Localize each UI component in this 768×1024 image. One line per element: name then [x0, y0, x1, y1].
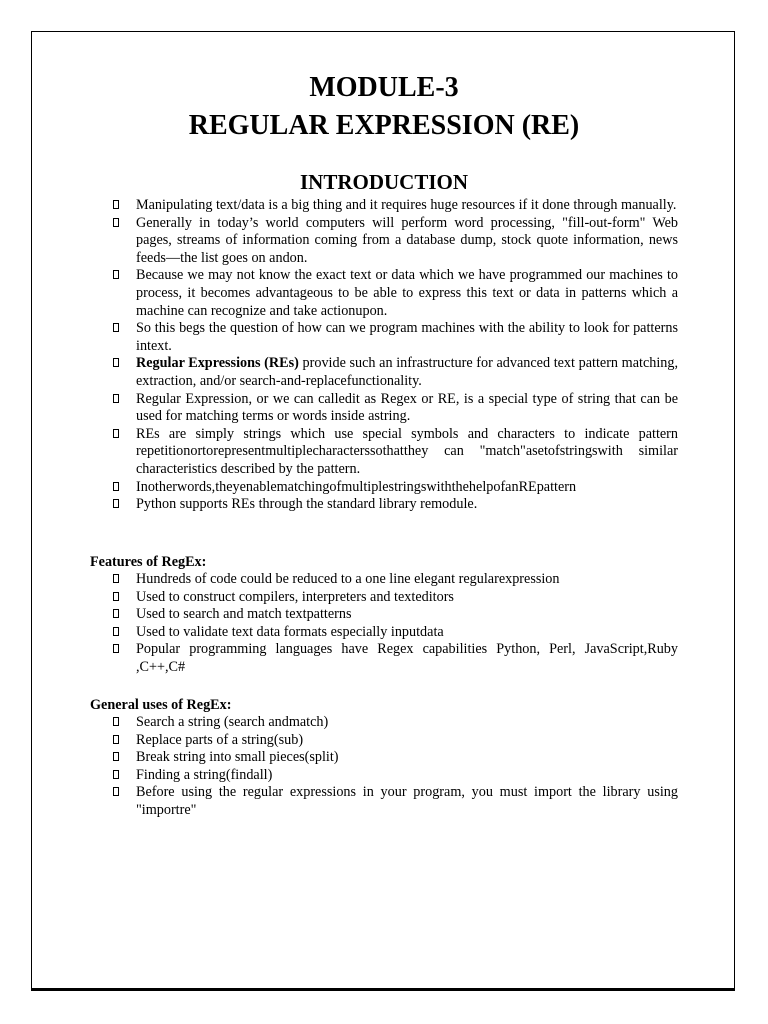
- item-text: Inotherwords,theyenablematchingofmultiplestringswiththehelpofanREpattern: [136, 478, 577, 495]
- list-item: [113, 732, 678, 750]
- bullet-icon: [113, 270, 119, 279]
- item-text: Generally in today’s world computers will perform word processing, "fill-out-form" Web pages, streams of information coming from a database dump, stock quote information, news feeds—the list goes on andon.: [136, 214, 678, 266]
- bullet-icon: [113, 482, 119, 491]
- item-bold: Regular Expressions (REs): [136, 355, 299, 372]
- item-text: Search a string (search andmatch): [136, 714, 329, 730]
- item-text: Used to validate text data formats especially inputdata: [136, 623, 444, 640]
- list-item: [113, 267, 678, 320]
- bullet-icon: [113, 200, 119, 209]
- introduction-heading: INTRODUCTION: [299, 170, 469, 194]
- list-item: [113, 749, 678, 767]
- item-text: So this begs the question of how can we program machines with the ability to look for patterns intext.: [136, 320, 678, 354]
- list-item: [113, 391, 678, 426]
- list-item: [113, 571, 678, 589]
- item-text: provide such an infrastructure for advanced text pattern matching, extraction, and/or search-and-replacefunctionality.: [136, 355, 679, 389]
- bullet-icon: [113, 787, 119, 796]
- list-item: [113, 589, 678, 607]
- introduction-list: [113, 197, 678, 514]
- features-heading: Features of RegEx:: [90, 554, 207, 570]
- item-text: Regular Expression, or we can calledit as Regex or RE, is a special type of string that can be used for matching terms or words inside astring.: [136, 390, 678, 425]
- list-item: [113, 496, 678, 514]
- list-item: [113, 197, 678, 215]
- item-text: Break string into small pieces(split): [136, 749, 339, 766]
- bullet-icon: [113, 323, 119, 332]
- list-item: [113, 784, 678, 819]
- bullet-icon: [113, 717, 119, 726]
- list-item: [113, 714, 678, 732]
- item-text: Before using the regular expressions in your program, you must import the library using "importre": [136, 784, 678, 818]
- item-text: Used to construct compilers, interpreters and texteditors: [136, 588, 454, 605]
- list-item: [113, 426, 678, 479]
- bullet-icon: [113, 735, 119, 744]
- bullet-icon: [113, 429, 119, 438]
- bullet-icon: [113, 752, 119, 761]
- list-item: [113, 641, 678, 676]
- bullet-icon: [113, 218, 119, 227]
- item-text: Hundreds of code could be reduced to a one line elegant regularexpression: [136, 571, 560, 587]
- list-item: [113, 479, 678, 497]
- list-item: [113, 624, 678, 642]
- item-text: Python supports REs through the standard library remodule.: [136, 496, 478, 513]
- item-text: Finding a string(findall): [136, 766, 273, 783]
- document-title: REGULAR EXPRESSION (RE): [188, 110, 580, 141]
- features-list: [113, 571, 678, 677]
- list-item: [113, 215, 678, 268]
- item-text: Popular programming languages have Regex capabilities Python, Perl, JavaScript,Ruby ,C++,C#: [136, 641, 678, 675]
- bullet-icon: [113, 394, 119, 403]
- item-text: Manipulating text/data is a big thing and it requires huge resources if it done through manually.: [136, 197, 677, 213]
- bullet-icon: [113, 770, 119, 779]
- uses-heading: General uses of RegEx:: [90, 697, 232, 713]
- bullet-icon: [113, 499, 119, 508]
- bullet-icon: [113, 358, 119, 367]
- item-text: Used to search and match textpatterns: [136, 606, 352, 623]
- list-item: [113, 606, 678, 624]
- item-text: Because we may not know the exact text or data which we have programmed our machines to process, it becomes advantageous to be able to express this text or data in patterns which a machine can recognize and take actionupon.: [136, 267, 678, 319]
- module-title: MODULE-3: [309, 72, 459, 103]
- list-item: [113, 320, 678, 355]
- bullet-icon: [113, 592, 119, 601]
- item-text: Replace parts of a string(sub): [136, 731, 304, 748]
- list-item: [113, 767, 678, 785]
- list-item: [113, 355, 678, 390]
- uses-list: [113, 714, 678, 820]
- bullet-icon: [113, 627, 119, 636]
- bullet-icon: [113, 609, 119, 618]
- item-text: REs are simply strings which use special symbols and characters to indicate pattern repetitionortorepresentmultiplecharacterssothatthey can "match"asetofstringswith similar characteristics described by the pattern.: [136, 425, 678, 477]
- bullet-icon: [113, 574, 119, 583]
- bullet-icon: [113, 644, 119, 653]
